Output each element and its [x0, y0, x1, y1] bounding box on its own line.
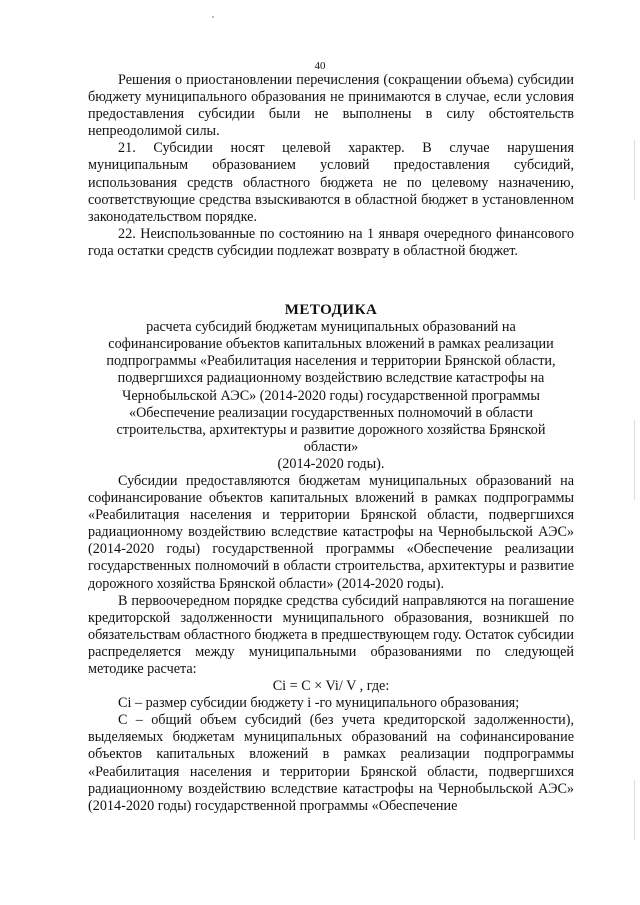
- method-title: МЕТОДИКА: [284, 302, 378, 319]
- subtitle-line: «Обеспечение реализации государственных полномочий в области: [128, 404, 534, 421]
- scan-edge: [634, 140, 635, 200]
- definition-ci: Ci – размер субсидии бюджету i -го муниципального образования;: [118, 695, 520, 712]
- subtitle-line: Чернобыльской АЭС» (2014-2020 годы) государственной программы: [122, 387, 540, 404]
- subtitle-line: строительства, архитектуры и развитие дорожного хозяйства Брянской области»: [116, 421, 546, 455]
- scan-edge: [634, 780, 635, 840]
- subtitle-line: подпрограммы «Реабилитация населения и территории Брянской области,: [106, 353, 556, 370]
- paragraph-priority-order: В первоочередном порядке средства субсидий направляются на погашение кредиторской задолженности муниципального образования, возникшей по обязательствам областного бюджета в предшествующем году. Остаток субсидии распределяется между муниципальными образованиями по следующей методике расчета:: [88, 592, 575, 677]
- subtitle-line: подвергшихся радиационному воздействию вследствие катастрофы на: [117, 370, 545, 387]
- subtitle-line: софинансирование объектов капитальных вложений в рамках реализации: [108, 336, 554, 353]
- paragraph-subsidies-provided: Субсидии предоставляются бюджетам муниципальных образований на софинансирование объектов капитальных вложений в рамках подпрограммы «Реабилитация населения и территории Брянской области, подвергшихся радиационному воздействию вследствие катастрофы на Чернобыльской АЭС» (2014-2020 годы) государственной программы «Обеспечение реализации государственных полномочий в области строительства, архитектуры и развитие дорожного хозяйства Брянской области» (2014-2020 годы).: [88, 472, 574, 592]
- subtitle-line: расчета субсидий бюджетам муниципальных образований на: [146, 319, 516, 336]
- formula: Ci = C × Vi/ V , где:: [272, 678, 390, 695]
- definition-c: С – общий объем субсидий (без учета кредиторской задолженности), выделяемых бюджетам муниципальных образований на софинансирование объектов капитальных вложений в рамках реализации подпрограммы «Реабилитация населения и территории Брянской области, подвергшихся радиационному воздействию вследствие катастрофы на Чернобыльской АЭС» (2014-2020 годы) государственной программы «Обеспечение: [88, 712, 574, 814]
- page-body: [88, 72, 574, 815]
- page-number: 40: [314, 60, 326, 72]
- subtitle-line: (2014-2020 годы).: [277, 455, 385, 472]
- paragraph-21: 21. Субсидии носят целевой характер. В случае нарушения муниципальным образованием условий предоставления субсидий, использования средств областного бюджета не по целевому назначению, соответствующие средства взыскиваются в областной бюджет в установленном законодательством порядке.: [88, 140, 574, 225]
- paragraph-suspension-decisions: Решения о приостановлении перечисления (сокращении объема) субсидии бюджету муниципального образования не принимаются в случае, если условия предоставления субсидии были не выполнены в силу обстоятельств непреодолимой силы.: [88, 72, 574, 140]
- method-subtitle: [88, 319, 574, 473]
- scan-edge: [634, 420, 635, 500]
- scan-dot: [212, 16, 214, 18]
- paragraph-22: 22. Неиспользованные по состоянию на 1 января очередного финансового года остатки средств субсидии подлежат возврату в областной бюджет.: [88, 225, 574, 259]
